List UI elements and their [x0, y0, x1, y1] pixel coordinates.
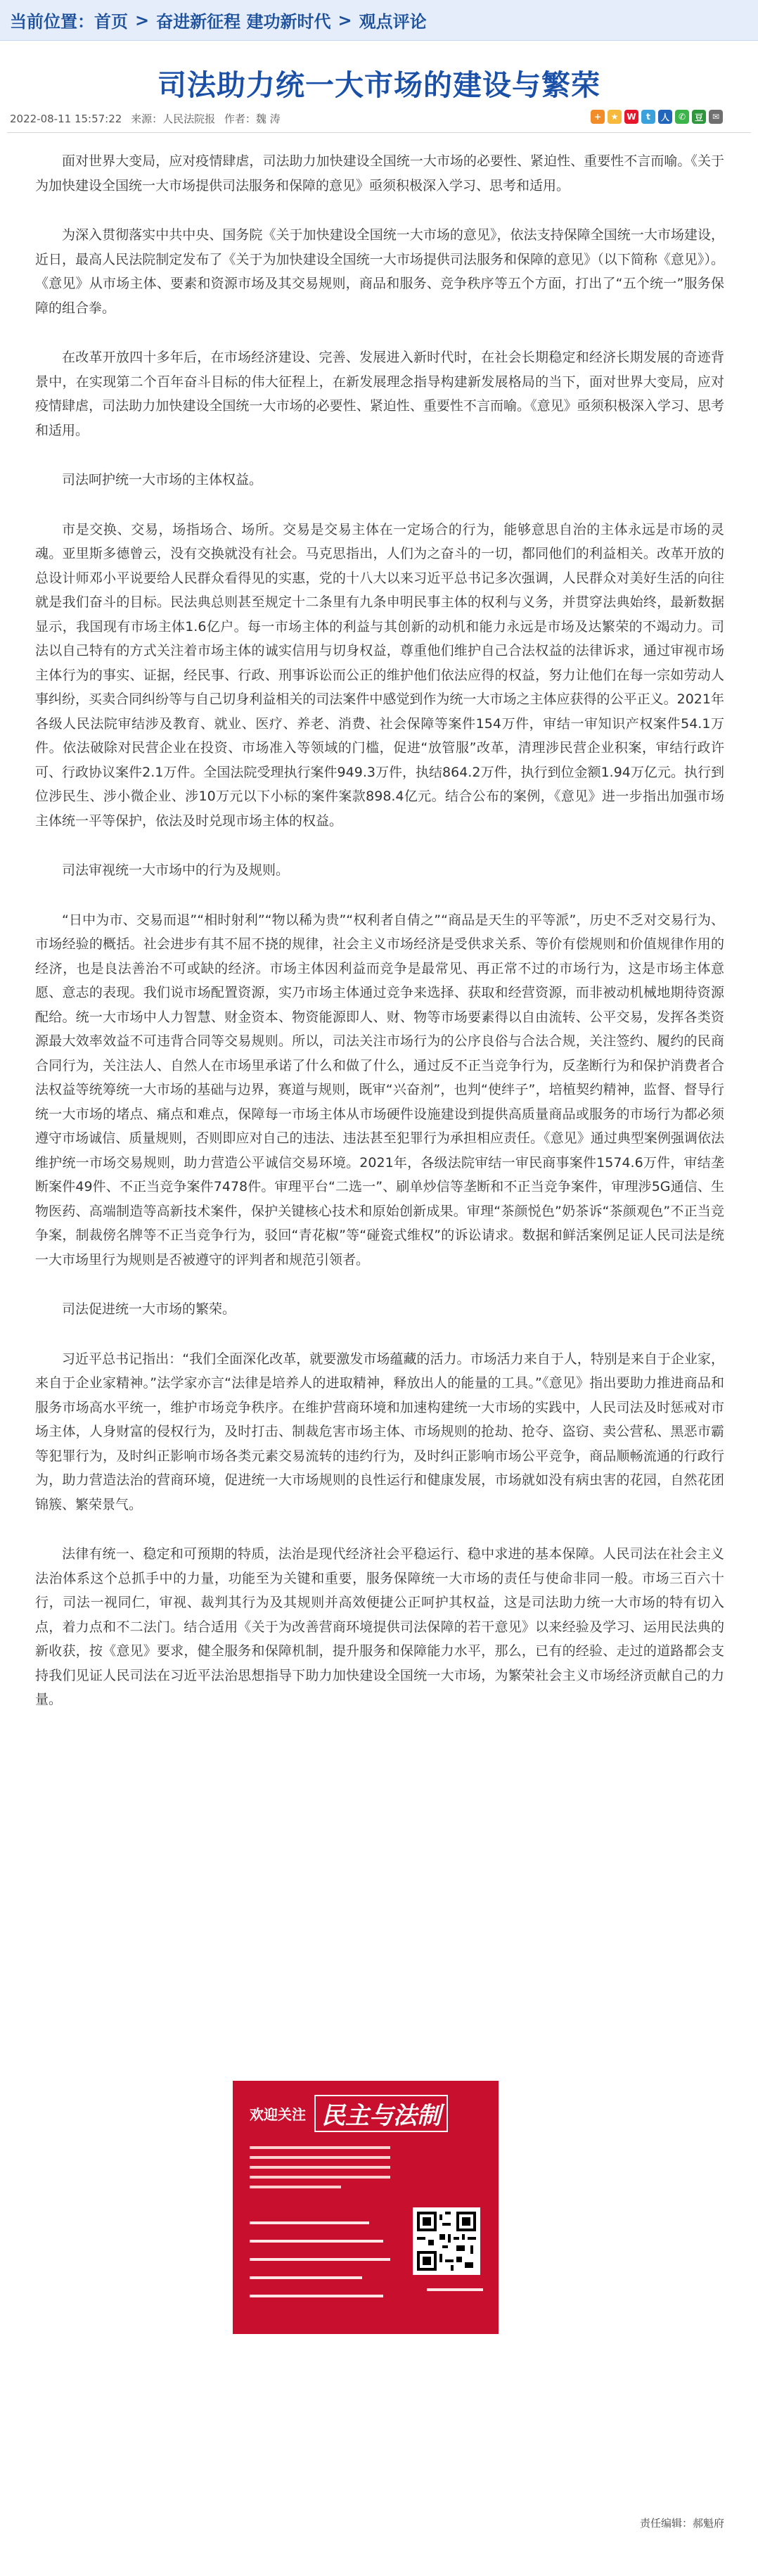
renren-icon[interactable]: 人 [658, 110, 672, 124]
breadcrumb-home-link[interactable]: 首页 [94, 12, 128, 32]
section-heading: 司法促进统一大市场的繁荣。 [62, 1301, 236, 1317]
breadcrumb [0, 0, 758, 41]
qr-caption [427, 2286, 483, 2293]
article-paragraph: 为深入贯彻落实中共中央、国务院《关于加快建设全国统一大市场的意见》，依法支持保障全国统一大市场建设，近日，最高人民法院制定发布了《关于为加快建设全国统一大市场提供司法服务和保障的意见》（以下简称《意见》）。《意见》从市场主体、要素和资源市场及其交易规则，商品和服务、竞争秩序等五个方面，打出了“五个统一”服务保障的组合拳。 [35, 227, 724, 316]
email-icon[interactable]: ✉ [709, 110, 723, 124]
breadcrumb-separator: > [338, 10, 352, 30]
article-paragraph: “日中为市、交易而退”“相时射利”“物以稀为贵”“权利者自倩之”“商品是天生的平等派”，历史不乏对交易行为、市场经验的概括。社会进步有其不屈不挠的规律，社会主义市场经济是受供求关系、等价有偿规则和价值规律作用的经济，也是良法善治不可或缺的经济。市场主体因利益而竞争是最常见、再正常不过的市场行为，这是市场主体意愿、意志的表现。我们说市场配置资源，实乃市场主体通过竞争来选择、获取和经营资源，而非被动机械地期待资源配给。统一大市场中人力智慧、财金资本、物资能源即人、财、物等市场要素得以自由流转、公平交易，发挥各类资源最大效率效益不可违背合同等交易规则。所以，司法关注市场行为的公序良俗与合法合规，关注签约、履约的民商合同行为，关注法人、自然人在市场里承诺了什么和做了什么，通过反不正当竞争行为，反垄断行为和保护消费者合法权益等统筹统一大市场的基础与边界，赛道与规则，既审“兴奋剂”，也判“使绊子”，培植契约精神，监督、督导行统一大市场的堵点、痛点和难点，保障每一市场主体从市场硬件设施建设到提供高质量商品或服务的市场行为都必须遵守市场诚信、质量规则，否则即应对自己的违法、违法甚至犯罪行为承担相应责任。《意见》通过典型案例强调依法维护统一市场交易规则，助力营造公平诚信交易环境。2021年，各级法院审结一审民商事案件1574.6万件，审结垄断案件49件、不正当竞争案件7478件。审理平台“二选一”、刷单炒信等垄断和不正当竞争案件，审理涉5G通信、生物医药、高端制造等高新技术案件，保护关键核心技术和原始创新成果。审理“茶颜悦色”奶茶诉“茶颜观色”不正当竞争案，制裁傍名牌等不正当竞争行为，驳回“青花椒”等“碰瓷式维权”的诉讼请求。数据和鲜活案例足证人民司法是统一大市场里行为规则是否被遵守的评判者和规范引领者。 [35, 912, 724, 1268]
share-icon[interactable]: + [591, 110, 605, 124]
qr-code [413, 2207, 480, 2275]
responsible-editor: 责任编辑：郝魁府 [639, 2517, 724, 2530]
promo-contact [250, 2216, 397, 2307]
article-paragraph: 市是交换、交易，场指场合、场所。交易是交易主体在一定场合的行为，能够意思自治的主体永远是市场的灵魂。亚里斯多德曾云，没有交换就没有社会。马克思指出，人们为之奋斗的一切，都同他们的利益相关。改革开放的总设计师邓小平说要给人民群众看得见的实惠，党的十八大以来习近平总书记多次强调，人民群众对美好生活的向往就是我们奋斗的目标。民法典总则甚至规定十二条里有九条申明民事主体的权利与义务，并贯穿法典始终，最新数据显示，我国现有市场主体1.6亿户。每一市场主体的利益与其创新的动机和能力永远是市场及达繁荣的不竭动力。司法以自己特有的方式关注着市场主体的诚实信用与切身权益，尊重他们维护自己合法权益的法律诉求，通过审视市场主体行为的事实、证据，经民事、行政、刑事诉讼而公正的维护他们依法应得的权益，努力让他们在每一宗如劳动人事纠纷，买卖合同纠纷等与自己切身利益相关的司法案件中感觉到作为统一大市场之主体应获得的公平正义。2021年各级人民法院审结涉及教育、就业、医疗、养老、消费、社会保障等案件154万件，审结一审知识产权案件54.1万件。依法破除对民营企业在投资、市场准入等领域的门槛，促进“放管服”改革，清理涉民营企业积案，审结行政许可、行政协议案件2.1万件。全国法院受理执行案件949.3万件，执结864.2万件，执行到位金额1.94万亿元。执行到位涉民生、涉小微企业、涉10万元以下小标的案件案款898.4亿元。结合公布的案例，《意见》进一步指出加强市场主体统一平等保护，依法及时兑现市场主体的权益。 [35, 521, 724, 829]
breadcrumb-section-link[interactable]: 奋进新征程 建功新时代 [156, 12, 331, 32]
article-paragraph: 在改革开放四十多年后，在市场经济建设、完善、发展进入新时代时，在社会长期稳定和经济长期发展的奇迹背景中，在实现第二个百年奋斗目标的伟大征程上，在新发展理念指导构建新发展格局的当下，面对世界大变局，应对疫情肆虐，司法助力加快建设全国统一大市场的必要性、紧迫性、重要性不言而喻。《意见》亟须积极深入学习、思考和适用。 [35, 350, 724, 438]
promo-logo: 民主与法制 [314, 2095, 448, 2132]
promo-contact-lines [250, 2216, 397, 2300]
breadcrumb-current-link[interactable]: 观点评论 [359, 12, 427, 32]
promo-header [250, 2095, 482, 2132]
article-paragraph: 面对世界大变局，应对疫情肆虐，司法助力加快建设全国统一大市场的必要性、紧迫性、重要性不言而喻。《关于为加快建设全国统一大市场提供司法服务和保障的意见》亟须积极深入学习、思考和适用。 [35, 153, 724, 193]
article-paragraph: 习近平总书记指出：“我们全面深化改革，就要激发市场蕴藏的活力。市场活力来自于人，特别是来自于企业家，来自于企业家精神。”法学家亦言“法律是培养人的进取精神，释放出人的能量的工具。”《意见》指出要助力推进商品和服务市场高水平统一，维护市场竞争秩序。在维护营商环境和加速构建统一大市场的实践中，人民司法及时惩戒对市场主体，人身财富的侵权行为，及时打击、制裁危害市场主体、市场规则的抢劫、抢夺、盗窃、卖公营私、黑恶市霸等犯罪行为，及时纠正影响市场各类元素交易流转的违约行为，及时纠正影响市场公平竞争，商品顺畅流通的行政行为，助力营造法治的营商环境，促进统一大市场规则的良性运行和健康发展，市场就如没有病虫害的花园，自然花团锦簇、繁荣景气。 [35, 1351, 724, 1512]
qzone-icon[interactable]: ★ [608, 110, 622, 124]
promo-banner[interactable] [233, 2081, 499, 2334]
promo-fine-print [250, 2143, 390, 2193]
qr-code-graphic [417, 2212, 476, 2271]
article-author: 作者：魏 涛 [224, 113, 281, 125]
section-heading: 司法审视统一大市场中的行为及规则。 [62, 862, 290, 878]
article-paragraph: 法律有统一、稳定和可预期的特质，法治是现代经济社会平稳运行、稳中求进的基本保障。人民司法在社会主义法治体系这个总抓手中的力量，功能至为关键和重要，服务保障统一大市场的责任与使命非同一般。市场三百六十行，司法一视同仁，审视、裁判其行为及其规则并高效便捷公正呵护其权益，这是司法助力统一大市场的特有切入点，着力点和不二法门。结合适用《关于为改善营商环境提供司法保障的若干意见》以来经验及学习、运用民法典的新收获，按《意见》要求，健全服务和保障机制，提升服务和保障能力水平，那么，已有的经验、走过的道路都会支持我们见证人民司法在习近平法治思想指导下助力加快建设全国统一大市场，为繁荣社会主义市场经济贡献自己的力量。 [35, 1546, 724, 1707]
wechat-icon[interactable]: ✆ [675, 110, 689, 124]
article-body [35, 149, 724, 1737]
douban-icon[interactable]: 豆 [692, 110, 706, 124]
share-toolbar [591, 110, 723, 124]
weibo-icon[interactable]: W [624, 110, 638, 124]
tencent-weibo-icon[interactable]: t [641, 110, 655, 124]
article-title: 司法助力统一大市场的建设与繁荣 [158, 68, 600, 102]
article-datetime: 2022-08-11 15:57:22 [10, 113, 122, 125]
promo-title: 欢迎关注 [250, 2106, 306, 2123]
article-meta [10, 111, 286, 126]
section-heading: 司法呵护统一大市场的主体权益。 [62, 472, 263, 487]
title-divider [7, 132, 751, 133]
promo-description [250, 2143, 482, 2196]
breadcrumb-separator: > [135, 10, 150, 30]
article-source: 来源：人民法院报 [131, 113, 216, 125]
breadcrumb-label: 当前位置： [10, 12, 94, 32]
